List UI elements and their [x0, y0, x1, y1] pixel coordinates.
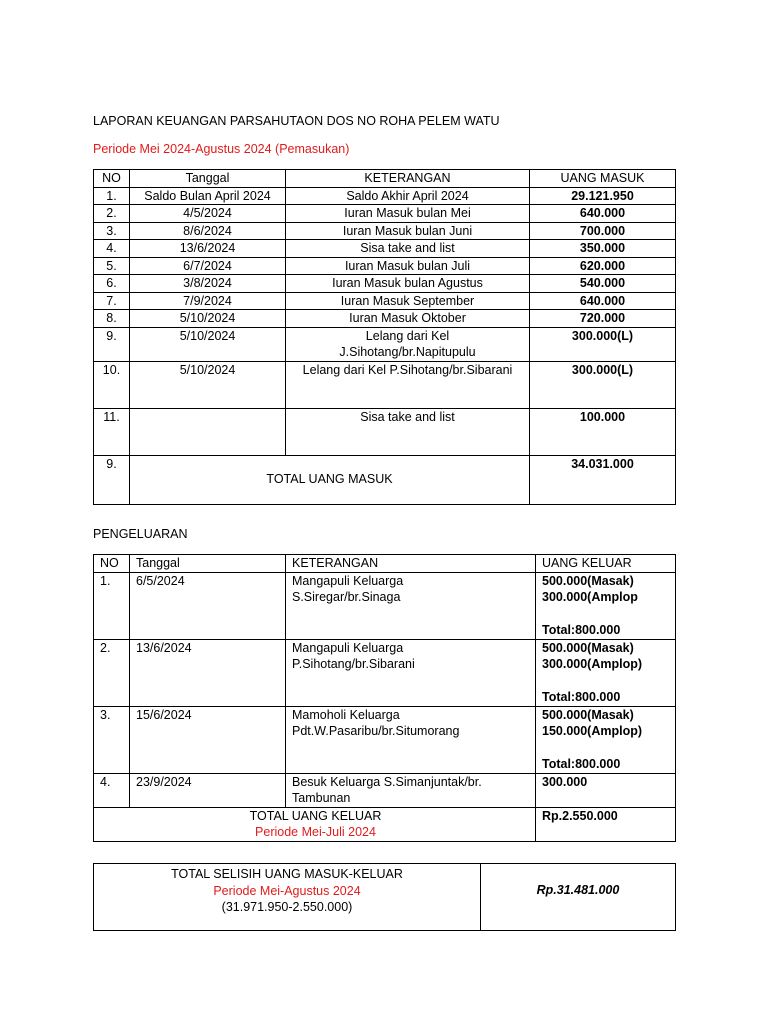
- table-row: [94, 639, 676, 706]
- income-desc: [286, 310, 530, 328]
- income-date: 5/10/2024: [130, 361, 286, 408]
- income-table: [93, 169, 676, 505]
- balance-label: TOTAL SELISIH UANG MASUK-KELUAR: [171, 867, 403, 881]
- table-row: [94, 706, 676, 773]
- balance-period: Periode Mei-Agustus 2024: [213, 883, 361, 898]
- income-amount: 540.000: [530, 275, 676, 293]
- table-row: [94, 222, 676, 240]
- income-total-no: 9.: [94, 455, 130, 504]
- table-row: [94, 292, 676, 310]
- income-date: [130, 408, 286, 455]
- income-amount: 620.000: [530, 257, 676, 275]
- income-period: Periode Mei 2024-Agustus 2024 (Pemasukan): [93, 142, 350, 156]
- expense-amount-line: Total:800.000: [542, 690, 621, 704]
- income-amount: 100.000: [530, 408, 676, 455]
- expense-amount-line: 500.000(Masak): [542, 707, 634, 722]
- expense-date: 15/6/2024: [130, 706, 286, 773]
- expense-header-row: [94, 555, 676, 573]
- table-row: [94, 361, 676, 408]
- expense-amount-line: 300.000: [542, 774, 588, 789]
- table-row: [94, 408, 676, 455]
- income-desc-line: Lelang dari Kel: [365, 328, 450, 343]
- income-desc: [286, 205, 530, 223]
- income-amount: 640.000: [530, 205, 676, 223]
- expense-total-label-cell: [94, 807, 536, 841]
- income-no: 9.: [94, 327, 130, 361]
- expense-desc-line: Mamoholi Keluarga: [292, 707, 400, 722]
- income-desc-line: Iuran Masuk bulan Mei: [344, 206, 471, 220]
- expense-amount: [536, 572, 676, 639]
- expense-amount: [536, 706, 676, 773]
- expense-amount-line: [542, 606, 671, 623]
- income-desc-line: Iuran Masuk Oktober: [349, 311, 466, 325]
- income-no: 2.: [94, 205, 130, 223]
- income-header-desc: KETERANGAN: [286, 170, 530, 188]
- table-row: [94, 327, 676, 361]
- income-desc-line: Iuran Masuk bulan Agustus: [332, 276, 483, 290]
- expense-no: 1.: [94, 572, 130, 639]
- income-amount: 29.121.950: [530, 187, 676, 205]
- expense-amount-line: 300.000(Amplop): [542, 657, 643, 671]
- expense-desc: [286, 639, 536, 706]
- income-amount: 300.000(L): [530, 361, 676, 408]
- income-desc-line: Lelang dari Kel P.Sihotang/br.Sibarani: [302, 362, 513, 377]
- expense-amount: [536, 639, 676, 706]
- expense-desc-line: S.Siregar/br.Sinaga: [292, 590, 401, 604]
- expense-desc-line: Tambunan: [292, 791, 351, 805]
- expense-date: 13/6/2024: [130, 639, 286, 706]
- expense-date: 23/9/2024: [130, 773, 286, 807]
- income-desc-line: J.Sihotang/br.Napitupulu: [339, 345, 476, 359]
- report-title: LAPORAN KEUANGAN PARSAHUTAON DOS NO ROHA PELEM WATU: [93, 114, 500, 128]
- income-desc-line: Sisa take and list: [360, 241, 455, 255]
- expense-amount-line: 150.000(Amplop): [542, 724, 643, 738]
- expense-total-period: Periode Mei-Juli 2024: [255, 825, 376, 839]
- balance-formula: (31.971.950-2.550.000): [221, 900, 353, 914]
- income-no: 10.: [94, 361, 130, 408]
- income-no: 5.: [94, 257, 130, 275]
- expense-amount-line: Total:800.000: [542, 757, 621, 771]
- expense-header-date: Tanggal: [130, 555, 286, 573]
- expense-total-label: TOTAL UANG KELUAR: [249, 808, 382, 823]
- income-date: Saldo Bulan April 2024: [130, 187, 286, 205]
- balance-table: [93, 863, 676, 931]
- expense-header-desc: KETERANGAN: [286, 555, 536, 573]
- income-date: 4/5/2024: [130, 205, 286, 223]
- income-desc: [286, 275, 530, 293]
- expense-total-row: [94, 807, 676, 841]
- table-row: [94, 572, 676, 639]
- income-date: 8/6/2024: [130, 222, 286, 240]
- expense-header-no: NO: [94, 555, 130, 573]
- income-header-no: NO: [94, 170, 130, 188]
- expense-table: [93, 554, 676, 842]
- income-total-row: [94, 455, 676, 504]
- income-desc-line: Iuran Masuk bulan Juli: [344, 258, 471, 273]
- table-row: [94, 773, 676, 807]
- income-no: 6.: [94, 275, 130, 293]
- income-date: 13/6/2024: [130, 240, 286, 258]
- expense-amount: [536, 773, 676, 807]
- expense-desc-line: Pdt.W.Pasaribu/br.Situmorang: [292, 724, 460, 738]
- expense-amount-line: 500.000(Masak): [542, 573, 634, 588]
- table-row: [94, 310, 676, 328]
- income-no: 11.: [94, 408, 130, 455]
- income-amount: 300.000(L): [530, 327, 676, 361]
- income-header-amount: UANG MASUK: [530, 170, 676, 188]
- income-amount: 720.000: [530, 310, 676, 328]
- expense-desc-line: Besuk Keluarga S.Simanjuntak/br.: [292, 774, 482, 789]
- expense-desc-line: P.Sihotang/br.Sibarani: [292, 657, 415, 671]
- expense-section-title: PENGELUARAN: [93, 527, 188, 541]
- expense-total-amount: Rp.2.550.000: [536, 807, 676, 841]
- income-date: 6/7/2024: [130, 257, 286, 275]
- income-desc-line: Sisa take and list: [360, 409, 455, 424]
- income-desc: [286, 361, 530, 408]
- income-header-row: [94, 170, 676, 188]
- expense-amount-line: Total:800.000: [542, 623, 621, 637]
- expense-desc-line: Mangapuli Keluarga: [292, 573, 404, 588]
- expense-desc-line: Mangapuli Keluarga: [292, 640, 404, 655]
- income-desc-line: Iuran Masuk bulan Juni: [342, 223, 473, 238]
- income-total-label: TOTAL UANG MASUK: [130, 455, 530, 504]
- income-no: 4.: [94, 240, 130, 258]
- income-desc: [286, 292, 530, 310]
- expense-desc: [286, 773, 536, 807]
- income-amount: 700.000: [530, 222, 676, 240]
- income-desc: [286, 327, 530, 361]
- expense-no: 2.: [94, 639, 130, 706]
- table-row: [94, 205, 676, 223]
- income-desc: [286, 408, 530, 455]
- expense-no: 3.: [94, 706, 130, 773]
- table-row: [94, 257, 676, 275]
- income-amount: 350.000: [530, 240, 676, 258]
- income-amount: 640.000: [530, 292, 676, 310]
- expense-header-amount: UANG KELUAR: [536, 555, 676, 573]
- income-no: 8.: [94, 310, 130, 328]
- income-desc: [286, 187, 530, 205]
- table-row: [94, 275, 676, 293]
- income-date: 3/8/2024: [130, 275, 286, 293]
- income-date: 5/10/2024: [130, 310, 286, 328]
- table-row: [94, 240, 676, 258]
- expense-no: 4.: [94, 773, 130, 807]
- expense-date: 6/5/2024: [130, 572, 286, 639]
- expense-amount-line: [542, 673, 671, 690]
- income-desc: [286, 257, 530, 275]
- expense-amount-line: 300.000(Amplop: [542, 590, 638, 604]
- expense-amount-line: 500.000(Masak): [542, 640, 634, 655]
- income-desc: [286, 240, 530, 258]
- income-header-date: Tanggal: [130, 170, 286, 188]
- expense-desc: [286, 706, 536, 773]
- balance-amount: Rp.31.481.000: [481, 864, 676, 931]
- income-desc: [286, 222, 530, 240]
- income-no: 7.: [94, 292, 130, 310]
- income-no: 1.: [94, 187, 130, 205]
- income-desc-line: Saldo Akhir April 2024: [346, 188, 469, 203]
- income-desc-line: Iuran Masuk September: [340, 293, 475, 308]
- table-row: [94, 187, 676, 205]
- income-total-amount: 34.031.000: [530, 455, 676, 504]
- income-no: 3.: [94, 222, 130, 240]
- balance-label-cell: [94, 864, 481, 931]
- expense-desc: [286, 572, 536, 639]
- expense-amount-line: [542, 740, 671, 757]
- income-date: 5/10/2024: [130, 327, 286, 361]
- income-date: 7/9/2024: [130, 292, 286, 310]
